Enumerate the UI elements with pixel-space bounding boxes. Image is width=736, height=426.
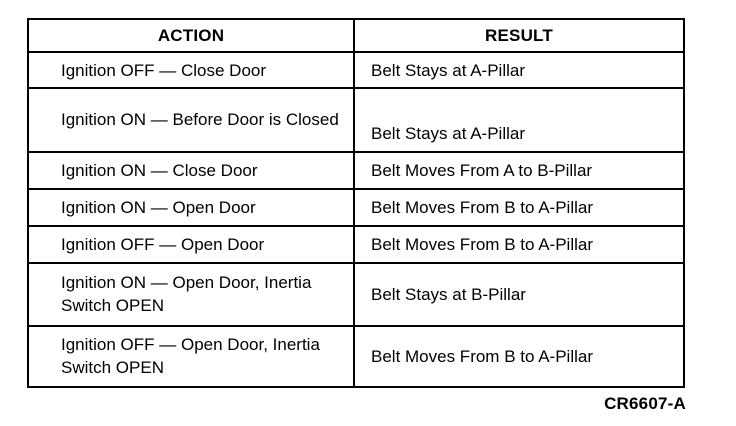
table-row <box>28 152 684 189</box>
table-header-row <box>28 19 684 52</box>
action-cell: Ignition OFF — Open Door, Inertia Switch OPEN <box>28 326 354 387</box>
table-row <box>28 263 684 325</box>
table-row <box>28 226 684 263</box>
table-row <box>28 88 684 151</box>
result-column-header: RESULT <box>354 19 684 52</box>
figure-code: CR6607-A <box>604 394 686 413</box>
action-column-header: ACTION <box>28 19 354 52</box>
result-cell: Belt Stays at A-Pillar <box>354 88 684 151</box>
result-cell: Belt Moves From B to A-Pillar <box>354 226 684 263</box>
result-cell: Belt Stays at B-Pillar <box>354 263 684 325</box>
action-cell: Ignition ON — Open Door <box>28 189 354 226</box>
action-cell: Ignition ON — Close Door <box>28 152 354 189</box>
action-cell: Ignition OFF — Close Door <box>28 52 354 88</box>
result-cell: Belt Moves From B to A-Pillar <box>354 326 684 387</box>
table-row <box>28 52 684 88</box>
table-row <box>28 189 684 226</box>
result-cell: Belt Moves From A to B-Pillar <box>354 152 684 189</box>
action-result-table <box>27 18 685 388</box>
action-result-table-container <box>27 18 683 388</box>
table-row <box>28 326 684 387</box>
result-cell: Belt Stays at A-Pillar <box>354 52 684 88</box>
action-cell: Ignition ON — Before Door is Closed <box>28 88 354 151</box>
result-cell: Belt Moves From B to A-Pillar <box>354 189 684 226</box>
action-cell: Ignition OFF — Open Door <box>28 226 354 263</box>
action-cell: Ignition ON — Open Door, Inertia Switch OPEN <box>28 263 354 325</box>
